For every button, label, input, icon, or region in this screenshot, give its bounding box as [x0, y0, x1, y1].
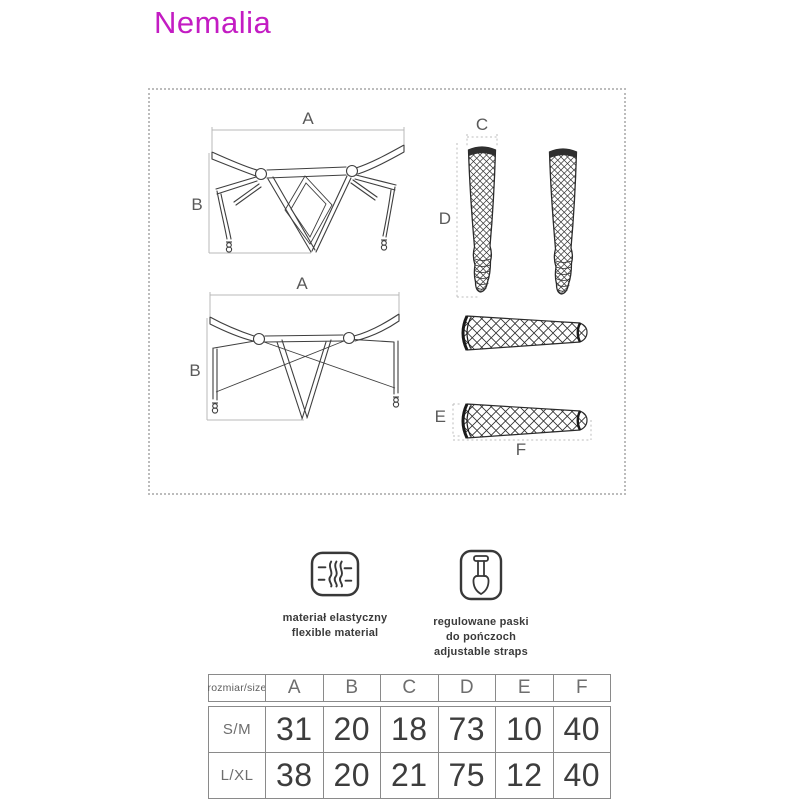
size-value: 20	[323, 752, 381, 798]
stocking-top-width-label: C	[475, 115, 489, 134]
size-table-header	[208, 674, 611, 702]
technical-drawing-panel	[148, 88, 626, 495]
feature-adjustable-straps	[398, 549, 564, 660]
garter-clip-icon	[459, 549, 503, 601]
garter-clip-glyph	[226, 242, 232, 252]
garter-clip-glyph	[393, 397, 399, 407]
size-row-label: L/XL	[209, 752, 265, 798]
size-value: 38	[265, 752, 323, 798]
elastic-material-icon	[310, 551, 360, 597]
size-value: 20	[323, 707, 381, 752]
size-table-body	[208, 706, 611, 799]
size-value: 18	[380, 707, 438, 752]
stocking-left-drawing	[469, 147, 496, 292]
size-value: 40	[553, 707, 611, 752]
garter-belt-back-view	[189, 274, 399, 420]
size-table-header-cell: C	[380, 675, 438, 701]
size-value: 40	[553, 752, 611, 798]
front-width-label: A	[302, 109, 314, 128]
size-value: 21	[380, 752, 438, 798]
size-value: 12	[495, 752, 553, 798]
size-table-header-cell: E	[495, 675, 553, 701]
sleeve-bottom-drawing	[463, 404, 587, 438]
stocking-right-drawing	[550, 149, 577, 294]
technical-drawing	[150, 90, 624, 493]
size-value: 75	[438, 752, 496, 798]
back-width-label: A	[296, 274, 308, 293]
garter-clip-glyph	[212, 403, 218, 413]
feature-caption-line: do pończoch	[445, 631, 517, 643]
sleeve-length-label: F	[515, 440, 527, 459]
front-height-label: B	[191, 195, 203, 214]
size-table-header-cell: F	[553, 675, 611, 701]
size-value: 31	[265, 707, 323, 752]
size-table	[208, 674, 611, 799]
size-value: 73	[438, 707, 496, 752]
size-row-label: S/M	[222, 721, 252, 738]
size-table-header-cell: A	[265, 675, 323, 701]
size-value: 10	[495, 707, 553, 752]
feature-caption-line: flexible material	[291, 627, 379, 639]
size-table-header-cell: rozmiar/size	[207, 682, 267, 694]
feature-elastic-material	[252, 551, 418, 641]
feature-caption-line: adjustable straps	[434, 646, 528, 658]
garter-belt-front-view	[191, 109, 404, 253]
feature-caption-line: regulowane paski	[433, 616, 529, 628]
size-table-header-cell: B	[323, 675, 381, 701]
size-table-header-cell: D	[438, 675, 496, 701]
back-height-label: B	[189, 361, 201, 380]
page-title: Nemalia	[154, 5, 272, 40]
garter-clip-glyph	[381, 240, 387, 250]
feature-caption-line: materiał elastyczny	[282, 612, 388, 624]
stocking-length-label: D	[438, 209, 451, 228]
sleeve-top-drawing	[463, 316, 587, 350]
sleeve-opening-label: E	[434, 407, 446, 426]
